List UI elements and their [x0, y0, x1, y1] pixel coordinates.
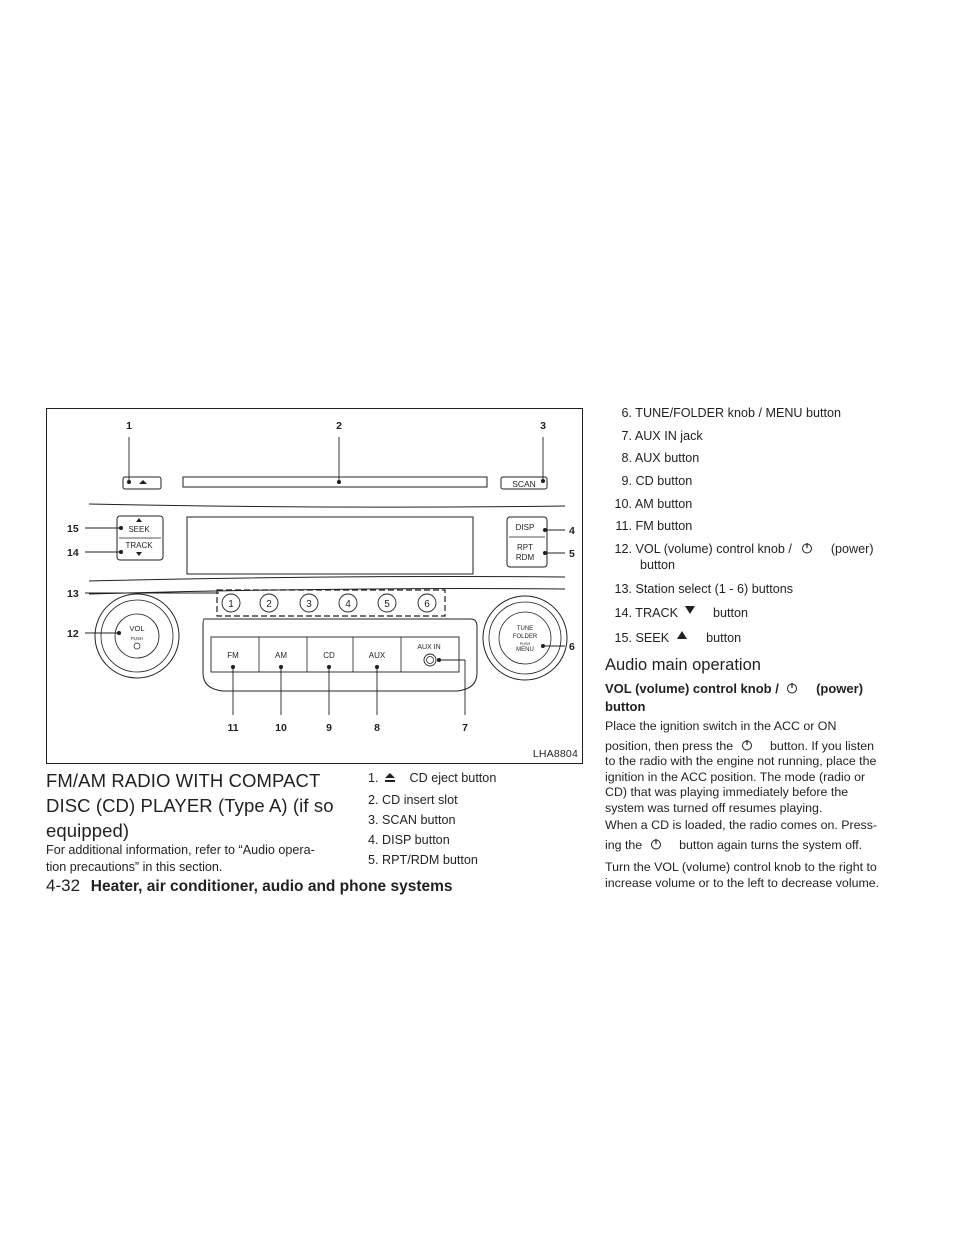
preset-6: 6	[424, 599, 430, 610]
callout-14: 14	[67, 547, 79, 559]
audio-unit-figure	[46, 408, 583, 764]
vol-subheading: VOL (volume) control knob / (power)	[605, 681, 864, 696]
scan-label: SCAN	[512, 479, 536, 489]
callout-9: 9	[326, 722, 332, 734]
audio-unit-diagram	[47, 409, 584, 765]
section-title-line-3: equipped)	[46, 820, 130, 841]
cd-label: CD	[323, 651, 335, 660]
list-item: 14. TRACK button	[614, 606, 748, 620]
section-title-line-1: FM/AM RADIO WITH COMPACT	[46, 770, 321, 791]
callout-6: 6	[569, 641, 575, 653]
callout-15: 15	[67, 523, 79, 535]
fm-label: FM	[227, 651, 239, 660]
list-item-continuation: button	[640, 558, 676, 572]
power-icon	[786, 682, 798, 694]
figure-code: LHA8804	[532, 748, 578, 760]
list-item: 9. CD button	[621, 474, 693, 488]
triangle-down-icon	[685, 606, 695, 615]
section-title	[46, 768, 346, 843]
page-number: 4-32	[46, 876, 81, 895]
rdm-label: RDM	[515, 553, 535, 562]
aux-in-label: AUX IN	[417, 644, 441, 651]
list-item: 12. VOL (volume) control knob / (power)	[614, 542, 874, 556]
list-item: 5. RPT/RDM button	[368, 853, 478, 867]
am-label: AM	[275, 651, 287, 660]
tune-label: TUNE	[516, 626, 534, 632]
power-icon	[741, 739, 753, 751]
preset-5: 5	[384, 599, 390, 610]
list-item: 3. SCAN button	[368, 813, 456, 827]
callout-8: 8	[374, 722, 380, 734]
list-item: 10. AM button	[614, 497, 693, 511]
preset-4: 4	[345, 599, 351, 610]
callout-3: 3	[540, 420, 546, 432]
paragraph-1: Place the ignition switch in the ACC or ON position, then press the button. If you listen to the radio with the engine not running, place the ignition in the ACC position. The mode (radio or CD) that was playing immediately before the system was turned off resumes playing.	[605, 719, 877, 815]
vol-subheading-line-2: button	[605, 699, 646, 714]
section-title-line-2: DISC (CD) PLAYER (Type A) (if so	[46, 795, 334, 816]
folder-label: FOLDER	[512, 634, 538, 640]
callout-2: 2	[336, 420, 342, 432]
list-item: 15. SEEK button	[614, 631, 742, 645]
audio-heading: Audio main operation	[605, 656, 761, 674]
callout-5: 5	[569, 548, 575, 560]
list-item: 6. TUNE/FOLDER knob / MENU button	[621, 406, 842, 420]
track-label: TRACK	[125, 541, 153, 550]
list-item: 13. Station select (1 - 6) buttons	[614, 582, 794, 596]
callout-11: 11	[227, 722, 239, 734]
aux-label: AUX	[368, 651, 386, 660]
menu-label: MENU	[516, 647, 534, 653]
power-icon	[650, 838, 662, 850]
preset-buttons	[222, 594, 436, 612]
preset-3: 3	[306, 599, 312, 610]
callout-10: 10	[275, 722, 287, 734]
list-item: 2. CD insert slot	[368, 793, 458, 807]
callout-12: 12	[67, 628, 79, 640]
seek-label: SEEK	[128, 525, 150, 534]
rpt-label: RPT	[517, 543, 533, 552]
section-intro	[46, 842, 346, 876]
chapter-title: Heater, air conditioner, audio and phone systems	[90, 878, 453, 895]
power-icon	[801, 542, 813, 554]
list-item: 1. CD eject button	[368, 771, 497, 785]
vol-push-label: PUSH	[130, 636, 144, 641]
triangle-up-icon	[677, 631, 687, 640]
preset-2: 2	[266, 599, 272, 610]
intro-line-2: tion precautions” in this section.	[46, 860, 223, 874]
eject-icon	[384, 772, 396, 783]
paragraph-3: Turn the VOL (volume) control knob to the right to increase volume or to the left to decrease volume.	[605, 860, 880, 890]
page-footer	[46, 876, 453, 896]
tune-push-label: PUSH	[519, 642, 531, 646]
list-item: 8. AUX button	[621, 451, 700, 465]
vol-label: VOL	[129, 624, 145, 633]
callout-4: 4	[569, 525, 575, 537]
preset-1: 1	[228, 599, 234, 610]
disp-label: DISP	[515, 523, 535, 532]
callout-1: 1	[126, 420, 132, 432]
intro-line-1: For additional information, refer to “Audio opera-	[46, 843, 315, 857]
list-item: 4. DISP button	[368, 833, 450, 847]
callout-13: 13	[67, 588, 79, 600]
list-item: 7. AUX IN jack	[621, 429, 703, 443]
paragraph-2: When a CD is loaded, the radio comes on. Press- ing the button again turns the system off.	[605, 818, 878, 852]
list-item: 11. FM button	[615, 519, 693, 533]
callout-7: 7	[462, 722, 468, 734]
